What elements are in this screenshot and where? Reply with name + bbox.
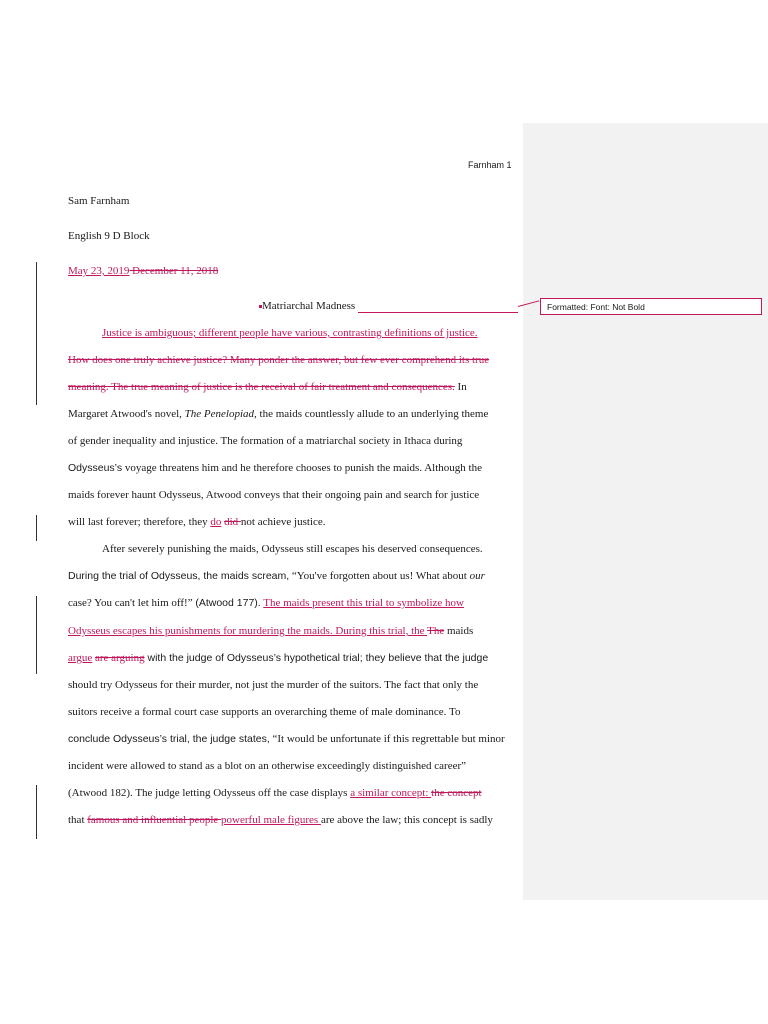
body-line: maids forever haunt Odysseus, Atwood conveys that their ongoing pain and search for justice <box>68 489 480 501</box>
author-name: Sam Farnham <box>68 195 130 207</box>
date-inserted: May 23, 2019 <box>68 265 130 277</box>
inserted-text: do <box>210 516 222 528</box>
body-line <box>68 353 489 367</box>
inserted-text: argue <box>68 652 93 664</box>
body-line <box>68 461 482 475</box>
body-text: case? You can't let him off!” <box>68 597 196 609</box>
body-text: conclude Odysseus’s trial, the judge states, <box>68 733 270 745</box>
body-line: After severely punishing the maids, Odysseus still escapes his deserved consequences. <box>102 543 483 555</box>
page-header: Farnham 1 <box>468 160 512 170</box>
inserted-text: a similar concept: <box>350 787 432 799</box>
body-text: “It would be unfortunate if this regrettable but minor <box>269 733 505 745</box>
inserted-text: Odysseus escapes his punishments for murdering the maids. During this trial, the <box>68 625 428 637</box>
deleted-text: the concept <box>431 787 482 799</box>
class-name: English 9 D Block <box>68 230 150 242</box>
change-bar <box>36 515 37 541</box>
body-text: Margaret Atwood's novel, <box>68 408 185 420</box>
deleted-text: famous and influential people <box>87 814 222 826</box>
body-line: of gender inequality and injustice. The formation of a matriarchal society in Ithaca during <box>68 435 463 447</box>
essay-title: Matriarchal Madness <box>262 300 356 312</box>
change-bar <box>36 262 37 405</box>
body-text: , the maids countlessly allude to an underlying theme <box>254 408 489 420</box>
body-text: that <box>68 814 88 826</box>
comment-anchor <box>259 305 262 308</box>
body-line: should try Odysseus for their murder, not just the murder of the suitors. The fact that only the <box>68 679 479 691</box>
body-line <box>68 786 482 800</box>
deleted-text: are arguing <box>94 652 145 664</box>
inserted-text: The maids present this trial to symbolize how <box>263 597 464 609</box>
body-text: with the judge of Odysseus’s hypothetical trial; they believe that the judge <box>144 652 489 664</box>
body-line <box>102 326 478 340</box>
markup-pane <box>523 123 768 900</box>
body-line <box>68 651 488 665</box>
comment-leader-line <box>358 312 518 313</box>
body-line <box>68 732 505 746</box>
body-line <box>68 624 473 638</box>
body-line: incident were allowed to stand as a blot on an otherwise exceedingly distinguished career” <box>68 760 467 772</box>
body-text: not achieve justice. <box>240 516 326 528</box>
body-line: suitors receive a formal court case supports an overarching theme of male dominance. To <box>68 706 461 718</box>
body-line <box>68 515 326 529</box>
body-text: (Atwood 182). The judge letting Odysseus off the case displays <box>68 787 351 799</box>
body-text: Odysseus’s <box>68 462 123 474</box>
body-line <box>68 569 485 583</box>
body-text: maids <box>444 625 474 637</box>
change-bar <box>36 785 37 839</box>
change-bar <box>36 596 37 674</box>
citation: (Atwood 177). <box>195 597 261 609</box>
body-line <box>68 407 488 421</box>
inserted-text: Justice is ambiguous; different people have various, contrasting definitions of justice. <box>102 327 478 339</box>
body-text: will last forever; therefore, they <box>68 516 211 528</box>
body-text: are above the law; this concept is sadly <box>320 814 493 826</box>
body-text: In <box>454 381 467 393</box>
body-text: During the trial of Odysseus, the maids scream, <box>68 570 290 582</box>
date-line <box>68 264 218 278</box>
body-text: voyage threatens him and he therefore chooses to punish the maids. Although the <box>122 462 482 474</box>
inserted-text: powerful male figures <box>221 814 321 826</box>
emphasis-text: our <box>469 570 485 582</box>
deleted-text: How does one truly achieve justice? Many ponder the answer, but few ever comprehend its true <box>68 354 490 366</box>
body-text: “You've forgotten about us! What about <box>289 570 470 582</box>
date-deleted: December 11, 2018 <box>129 265 219 277</box>
body-line <box>68 596 464 610</box>
formatting-comment[interactable]: Formatted: Font: Not Bold <box>540 298 762 315</box>
body-line <box>68 380 467 394</box>
deleted-text: meaning. The true meaning of justice is the receival of fair treatment and consequences. <box>68 381 455 393</box>
book-title: The Penelopiad <box>184 408 255 420</box>
body-line <box>68 813 493 827</box>
deleted-text: The <box>427 625 445 637</box>
deleted-text: did <box>224 516 241 528</box>
